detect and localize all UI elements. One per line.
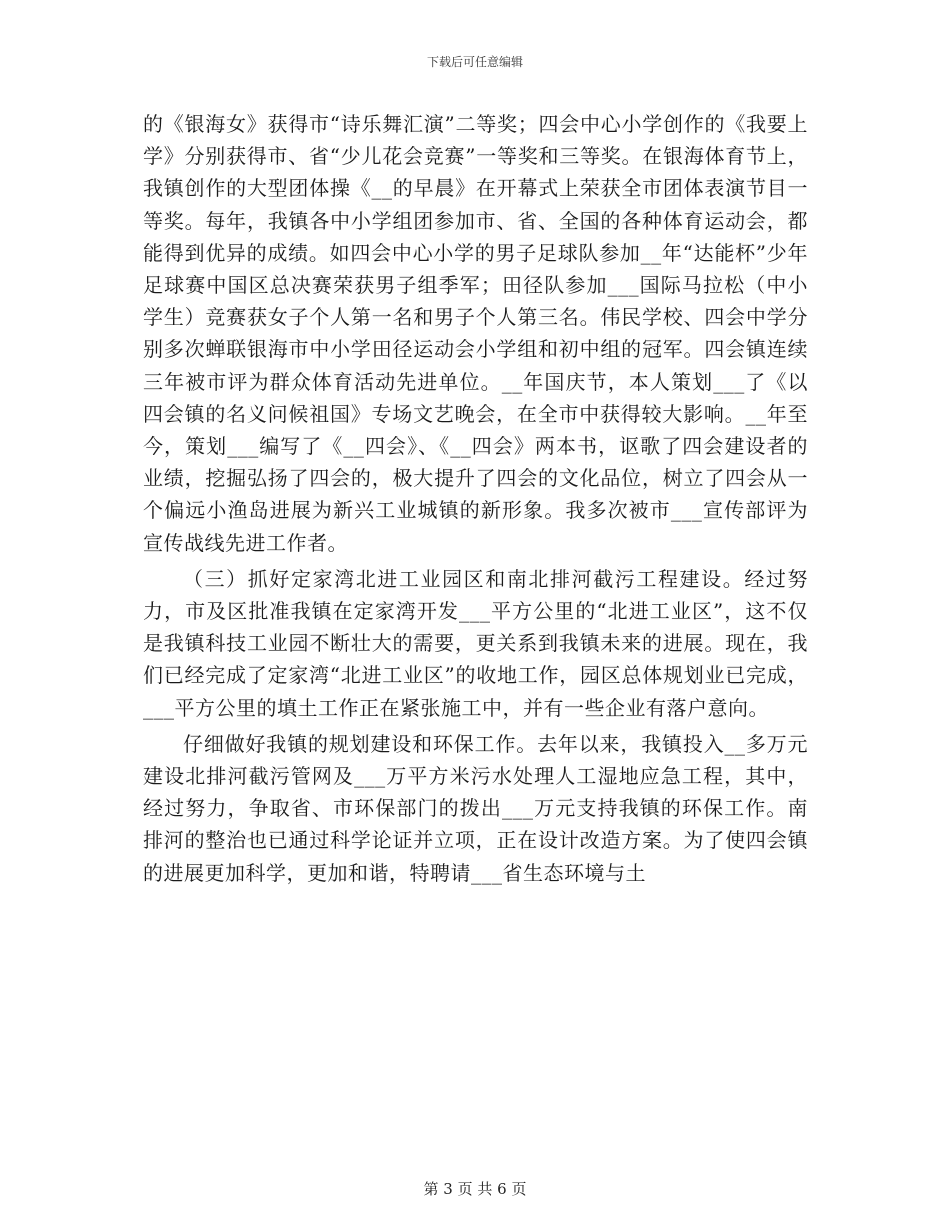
paragraph-industrial-park: （三）抓好定家湾北进工业园区和南北排河截污工程建设。经过努力，市及区批准我镇在定家湾开发___平方公里的“北进工业区”，这不仅是我镇科技工业园不断壮大的需要，更关系到我镇未来的进展。现在，我们已经完成了定家湾“北进工业区”的收地工作，园区总体规划业已完成，___平方公里的填土工作正在紧张施工中，并有一些企业有落户意向。 [143,566,808,720]
page-number: 第 3 页 共 6 页 [423,1180,527,1198]
page-header: 下载后可任意编辑 [426,55,523,69]
paragraph-planning-environment: 仔细做好我镇的规划建设和环保工作。去年以来，我镇投入__多万元建设北排河截污管网及___万平方米污水处理人工湿地应急工程，其中，经过努力，争取省、市环保部门的拨出___万元支持我镇的环保工作。南排河的整治也已通过科学论证并立项，正在设计改造方案。为了使四会镇的进展更加科学，更加和谐，特聘请___省生态环境与土 [143,731,808,885]
paragraph-continuation: 的《银海女》获得市“诗乐舞汇演”二等奖；四会中心小学创作的《我要上学》分别获得市、省“少儿花会竞赛”一等奖和三等奖。在银海体育节上，我镇创作的大型团体操《__的早晨》在开幕式上荣获全市团体表演节目一等奖。每年，我镇各中小学组团参加市、省、全国的各种体育运动会，都能得到优异的成绩。如四会中心小学的男子足球队参加__年“达能杯”少年足球赛中国区总决赛荣获男子组季军；田径队参加___国际马拉松（中小学生）竞赛获女子个人第一名和男子个人第三名。伟民学校、四会中学分别多次蝉联银海市中小学田径运动会小学组和初中组的冠军。四会镇连续三年被市评为群众体育活动先进单位。__年国庆节，本人策划___了《以四会镇的名义问候祖国》专场文艺晚会，在全市中获得较大影响。__年至今，策划___编写了《__四会》、《__四会》两本书，讴歌了四会建设者的业绩，挖掘弘扬了四会的，极大提升了四会的文化品位，树立了四会从一个偏远小渔岛进展为新兴工业城镇的新形象。我多次被市___宣传部评为宣传战线先进工作者。 [143,112,808,555]
document-body [143,108,808,893]
